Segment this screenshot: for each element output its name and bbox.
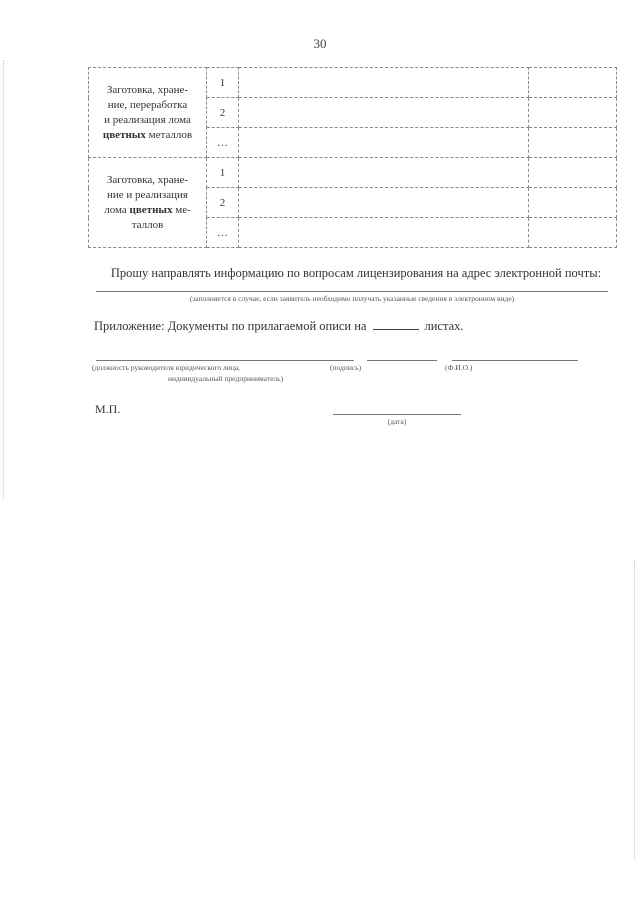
attachment-suffix: листах. bbox=[424, 319, 464, 333]
activity-text: цветных bbox=[102, 128, 146, 141]
details-cell[interactable] bbox=[239, 68, 529, 98]
row-number-cell bbox=[207, 158, 239, 188]
row-number-cell bbox=[207, 188, 239, 218]
row-number: 1 bbox=[219, 166, 226, 179]
extra-cell[interactable] bbox=[529, 128, 617, 158]
row-number: … bbox=[217, 226, 228, 239]
row-number-cell bbox=[207, 128, 239, 158]
email-input-line[interactable] bbox=[96, 291, 608, 292]
extra-cell[interactable] bbox=[529, 68, 617, 98]
extra-cell[interactable] bbox=[529, 98, 617, 128]
signature-line[interactable] bbox=[367, 360, 437, 361]
date-caption: (дата) bbox=[387, 417, 407, 426]
full-name-caption: (Ф.И.О.) bbox=[445, 363, 473, 372]
details-cell[interactable] bbox=[239, 158, 529, 188]
activity-cell bbox=[89, 158, 207, 248]
page-number: 30 bbox=[313, 36, 327, 51]
row-number-cell bbox=[207, 218, 239, 248]
sheet-count-field[interactable] bbox=[373, 318, 419, 330]
row-number-cell bbox=[207, 98, 239, 128]
position-line[interactable] bbox=[96, 360, 354, 361]
activity-text: металлов bbox=[145, 128, 193, 141]
attachment-prefix: Приложение: Документы по прилагаемой описи на bbox=[94, 319, 367, 333]
details-cell[interactable] bbox=[239, 188, 529, 218]
extra-cell[interactable] bbox=[529, 188, 617, 218]
extra-cell[interactable] bbox=[529, 218, 617, 248]
details-cell[interactable] bbox=[239, 218, 529, 248]
attachment-statement bbox=[94, 318, 464, 334]
activity-text: ме- bbox=[172, 203, 191, 216]
row-number: … bbox=[217, 136, 228, 149]
position-caption: (должность руководителя юридического лица, bbox=[92, 363, 240, 372]
activity-cell bbox=[89, 68, 207, 158]
activity-text: Заготовка, хране- bbox=[106, 83, 189, 96]
row-number-cell bbox=[207, 68, 239, 98]
position-caption-continued: индивидуальный предприниматель) bbox=[168, 374, 284, 383]
signature-caption: (подпись) bbox=[330, 363, 362, 372]
row-number: 2 bbox=[219, 106, 226, 119]
activity-text: ние, переработка bbox=[107, 98, 188, 111]
email-request-text: Прошу направлять информацию по вопросам лицензирования на адрес электронной почты: bbox=[110, 266, 602, 280]
activity-text: Заготовка, хране- bbox=[106, 173, 189, 186]
row-number: 2 bbox=[219, 196, 226, 209]
row-number: 1 bbox=[219, 76, 226, 89]
activity-text: таллов bbox=[131, 218, 164, 231]
activity-text: ние и реализация bbox=[107, 188, 188, 201]
full-name-line[interactable] bbox=[452, 360, 578, 361]
date-line[interactable] bbox=[333, 414, 461, 415]
table-row bbox=[89, 158, 617, 188]
extra-cell[interactable] bbox=[529, 158, 617, 188]
activity-text: и реализация лома bbox=[104, 113, 191, 126]
activity-text: лома bbox=[104, 203, 130, 216]
stamp-label: М.П. bbox=[95, 402, 121, 416]
activity-text: цветных bbox=[129, 203, 173, 216]
scan-edge-left bbox=[3, 60, 5, 500]
details-cell[interactable] bbox=[239, 98, 529, 128]
details-cell[interactable] bbox=[239, 128, 529, 158]
activity-table bbox=[88, 67, 617, 248]
email-hint: (заполняется в случае, если заявитель необходимо получать указанные сведения в электронном виде) bbox=[189, 294, 515, 303]
scan-edge-right bbox=[634, 560, 636, 860]
table-row bbox=[89, 68, 617, 98]
